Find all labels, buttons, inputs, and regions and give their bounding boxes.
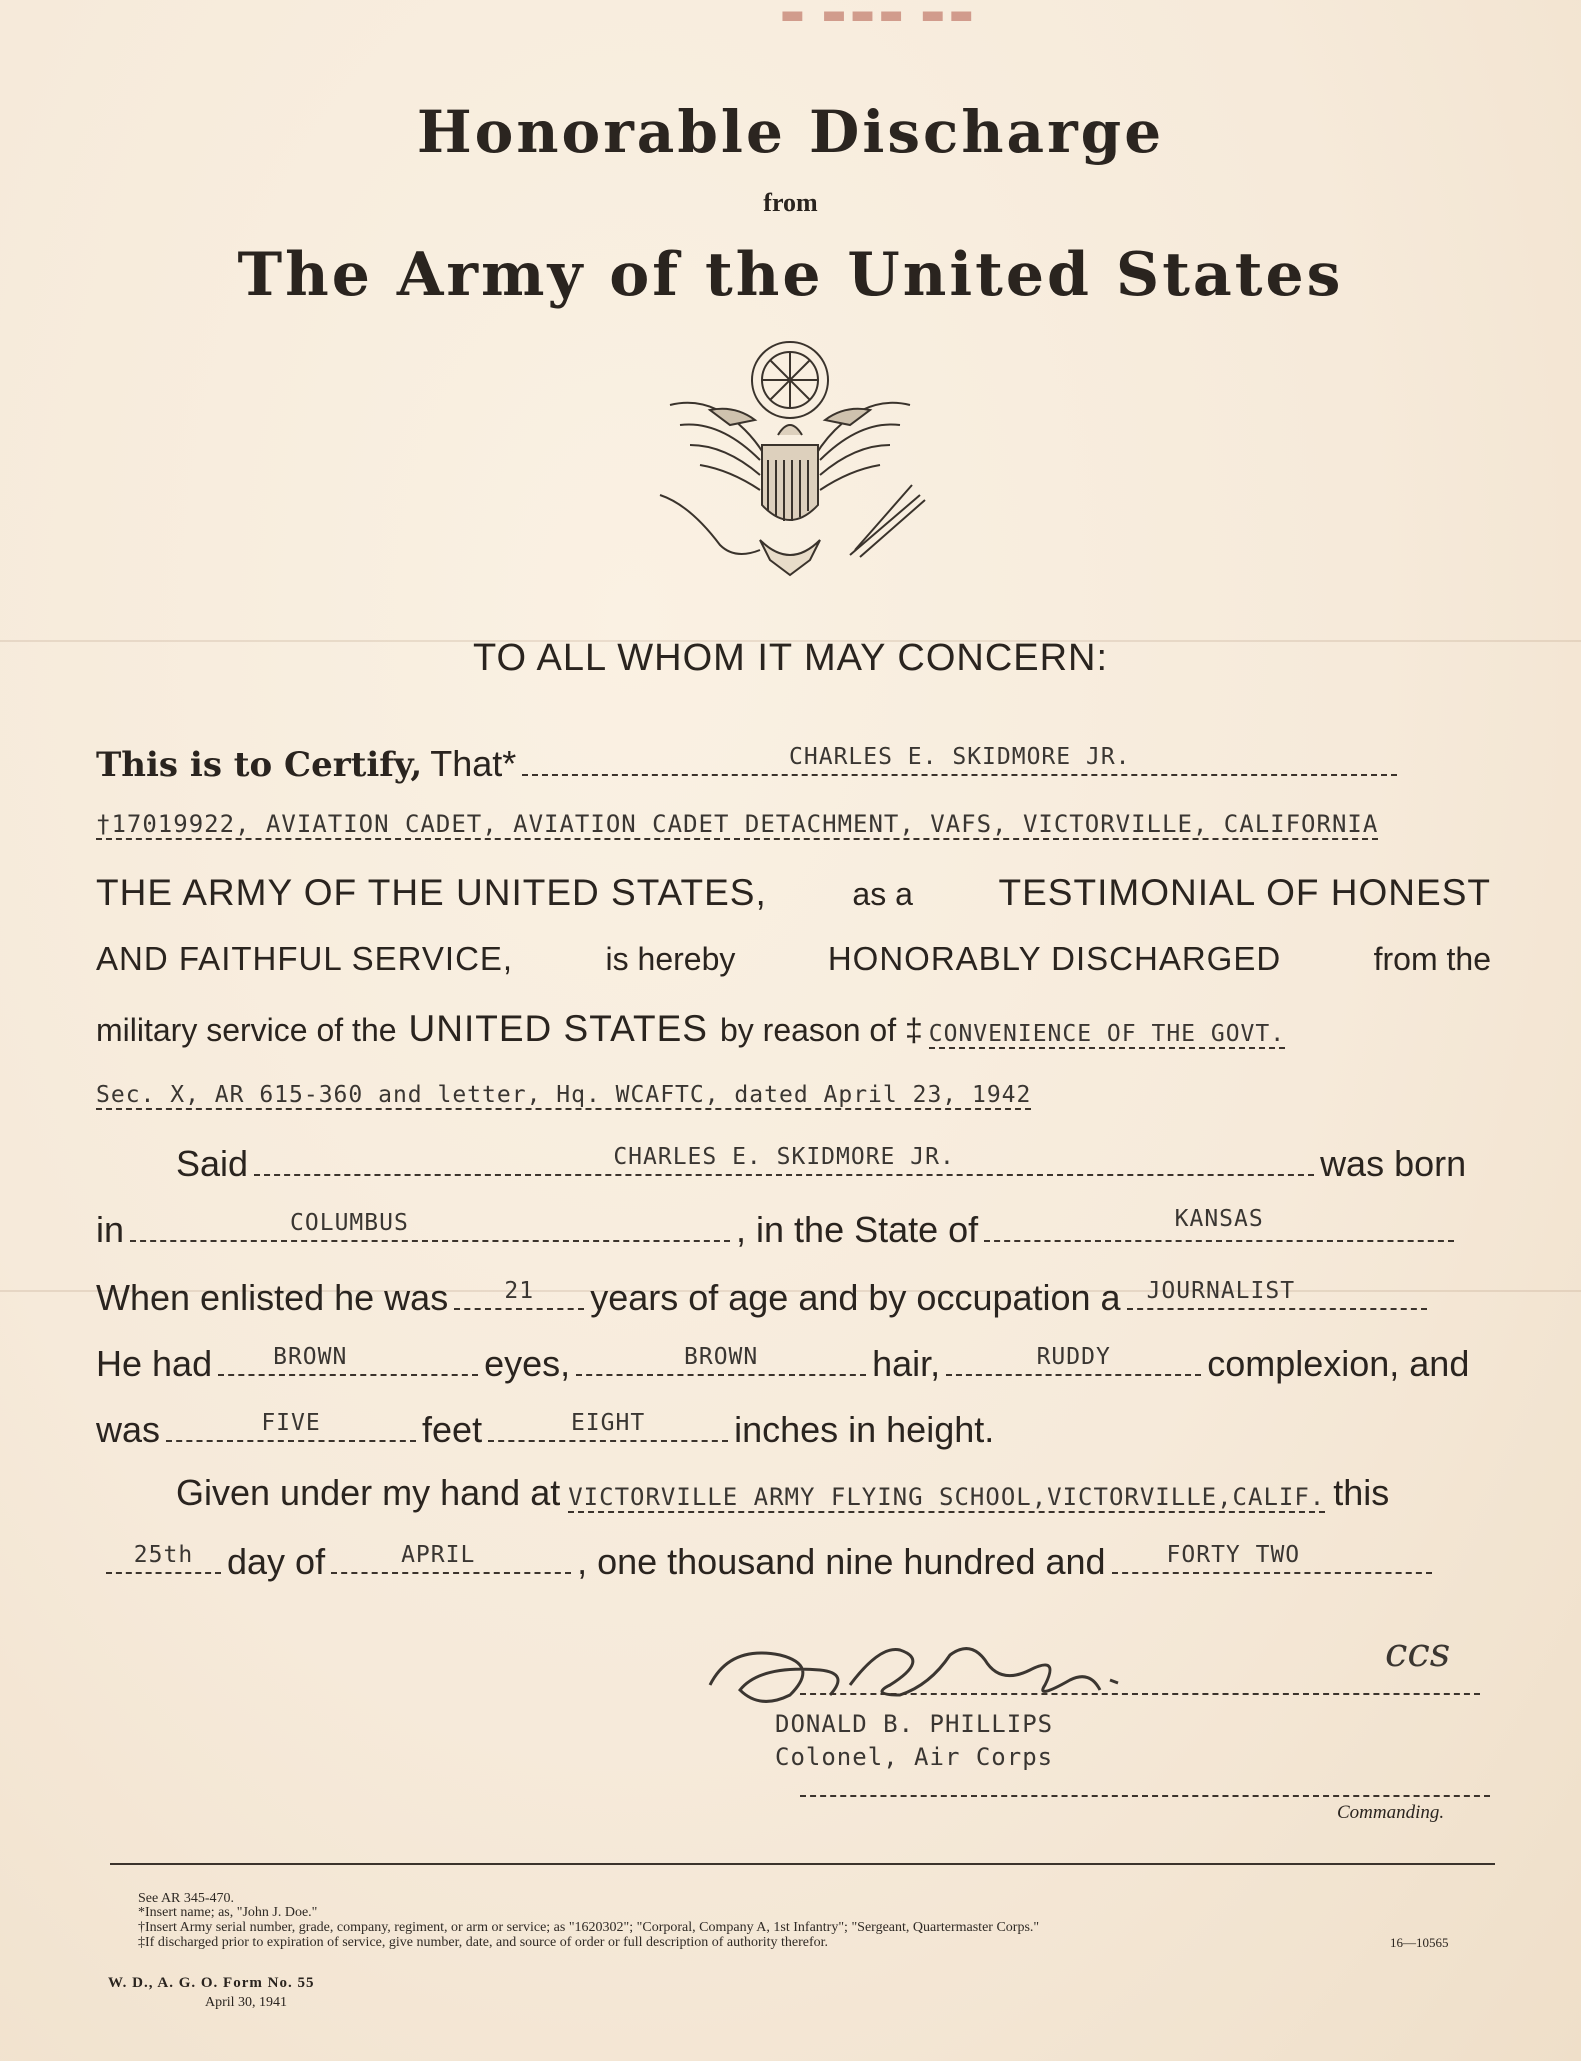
signature-scribble-icon [700, 1625, 1220, 1715]
signature-initials: ccs [1385, 1630, 1451, 1676]
footnote-discharge: ‡If discharged prior to expiration of service, give number, date, and source of order or full description of authority therefor. [138, 1935, 829, 1950]
enlisted-label: When enlisted he was [96, 1277, 449, 1318]
discharged-text: HONORABLY DISCHARGED [827, 940, 1282, 977]
birthplace-line [96, 1208, 1491, 1251]
footer-rule [110, 1863, 1495, 1865]
complexion-label: complexion, and [1207, 1343, 1470, 1384]
form-number: W. D., A. G. O. Form No. 55 [108, 1975, 315, 1991]
footnote-see-ar: See AR 345-470. [138, 1891, 235, 1906]
date-line [96, 1540, 1491, 1583]
birth-place-value: COLUMBUS [290, 1210, 409, 1236]
state-label: , in the State of [736, 1209, 979, 1250]
officer-name: DONALD B. PHILLIPS [775, 1710, 1054, 1738]
officer-rank: Colonel, Air Corps [775, 1743, 1054, 1771]
feet-value: FIVE [261, 1410, 321, 1436]
year-label: , one thousand nine hundred and [577, 1541, 1106, 1582]
military-text: military service of the [96, 1012, 397, 1048]
name-value: CHARLES E. SKIDMORE JR. [789, 744, 1131, 770]
hair-field[interactable] [576, 1342, 866, 1376]
age-value: 21 [504, 1278, 535, 1304]
occupation-field[interactable] [1127, 1276, 1427, 1310]
army-line [96, 872, 1491, 914]
feet-label: feet [422, 1409, 483, 1450]
certify-label: This is to Certify, [96, 745, 423, 785]
age-field[interactable] [454, 1276, 584, 1310]
height-line [96, 1408, 1491, 1451]
year-value: FORTY TWO [1166, 1542, 1301, 1568]
complexion-value: RUDDY [1036, 1344, 1111, 1370]
feet-field[interactable] [166, 1408, 416, 1442]
inches-value: EIGHT [570, 1410, 646, 1436]
eyes-value: BROWN [273, 1344, 348, 1370]
footnote-serial: †Insert Army serial number, grade, company, regiment, or arm or service; as "1620302"; "Corporal, Company A, 1st Infantry"; "Sergeant, Quartermaster Corps." [138, 1920, 1040, 1935]
faithful-text: AND FAITHFUL SERVICE, [96, 940, 514, 977]
inches-label: inches in height. [734, 1409, 995, 1450]
hair-value: BROWN [684, 1344, 759, 1370]
great-seal-eagle-icon [650, 335, 930, 615]
certify-line [96, 742, 1491, 785]
day-label: day of [227, 1541, 326, 1582]
faithful-line [96, 940, 1491, 978]
reason-value[interactable]: CONVENIENCE OF THE GOVT. [928, 1021, 1286, 1047]
reason-detail-value[interactable]: Sec. X, AR 615-360 and letter, Hq. WCAFTC, dated April 23, 1942 [96, 1082, 1032, 1108]
commanding-label: Commanding. [1337, 1802, 1445, 1823]
title-from: from [763, 188, 818, 217]
birth-state-value: KANSAS [1174, 1206, 1264, 1232]
complexion-field[interactable] [946, 1342, 1201, 1376]
occupation-value: JOURNALIST [1146, 1278, 1296, 1304]
in-label: in [96, 1209, 125, 1250]
as-a-text: as a [852, 876, 913, 912]
from-the-text: from the [1373, 941, 1491, 977]
form-code: 16—10565 [1390, 1935, 1449, 1950]
inches-field[interactable] [488, 1408, 728, 1442]
hair-label: hair, [872, 1343, 941, 1384]
that-label: That* [430, 743, 517, 784]
month-field[interactable] [331, 1540, 571, 1574]
form-date: April 30, 1941 [205, 1995, 288, 2010]
salutation: TO ALL WHOM IT MAY CONCERN: [472, 637, 1109, 679]
military-line [96, 1008, 1491, 1050]
said-line [176, 1142, 1491, 1185]
service-value[interactable]: †17019922, AVIATION CADET, AVIATION CADET DETACHMENT, VAFS, VICTORVILLE, CALIFORNIA [96, 810, 1379, 838]
signature-line [800, 1693, 1480, 1695]
document-title: Honorable Discharge [416, 98, 1165, 166]
given-place-value[interactable]: VICTORVILLE ARMY FLYING SCHOOL,VICTORVILLE,CALIF. [568, 1483, 1326, 1511]
document-subtitle: The Army of the United States [237, 240, 1344, 310]
said-label: Said [176, 1143, 249, 1184]
said-name-field[interactable] [254, 1142, 1314, 1176]
born-label: was born [1320, 1143, 1467, 1184]
footnote-name: *Insert name; as, "John J. Doe." [138, 1905, 318, 1920]
signature-block [700, 1625, 1500, 1825]
said-name-value: CHARLES E. SKIDMORE JR. [613, 1144, 955, 1170]
day-value: 25th [133, 1542, 194, 1568]
service-line [96, 810, 1491, 840]
birth-place-field[interactable] [130, 1208, 730, 1242]
name-field[interactable] [522, 742, 1397, 776]
had-label: He had [96, 1343, 213, 1384]
was-label: was [96, 1409, 161, 1450]
army-text: THE ARMY OF THE UNITED STATES, [96, 872, 767, 913]
year-field[interactable] [1112, 1540, 1432, 1574]
month-value: APRIL [401, 1542, 476, 1568]
given-line [176, 1472, 1491, 1514]
birth-state-field[interactable] [984, 1208, 1454, 1242]
united-states-text: UNITED STATES [408, 1008, 708, 1049]
reason-detail-line [96, 1082, 1491, 1110]
this-label: this [1333, 1472, 1390, 1513]
eyes-field[interactable] [218, 1342, 478, 1376]
enlisted-line [96, 1276, 1491, 1319]
testimonial-text: TESTIMONIAL OF HONEST [998, 872, 1491, 913]
reason-label: by reason of ‡ [719, 1012, 923, 1048]
red-stamp-mark: ▬ ▬▬▬ ▬▬ [780, 0, 978, 30]
commanding-line [800, 1795, 1490, 1797]
day-field[interactable] [106, 1540, 221, 1574]
age-label: years of age and by occupation a [590, 1277, 1121, 1318]
given-label: Given under my hand at [176, 1472, 561, 1513]
eyes-label: eyes, [484, 1343, 571, 1384]
hereby-text: is hereby [605, 941, 736, 977]
appearance-line [96, 1342, 1491, 1385]
